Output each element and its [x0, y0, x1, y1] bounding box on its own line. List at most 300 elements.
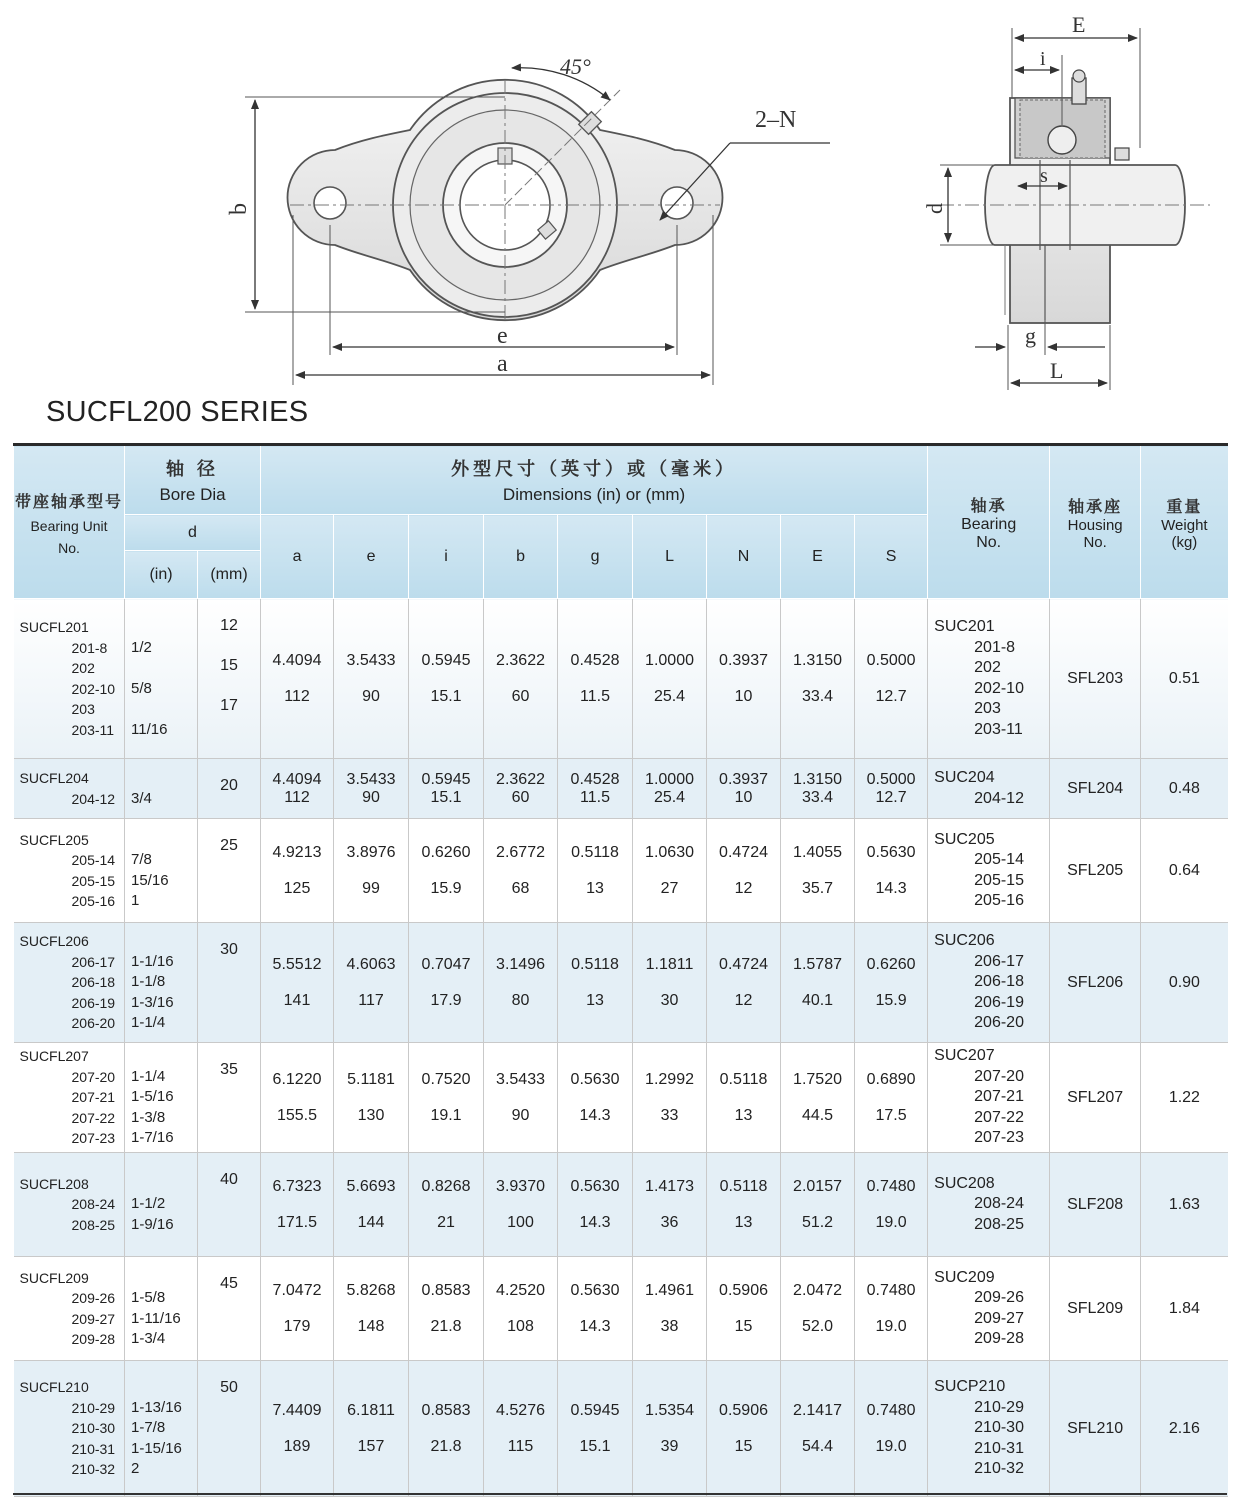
table-row — [14, 1257, 1228, 1361]
unit-sub: 210-30 — [71, 1420, 116, 1437]
dim-mm-value: 13 — [734, 1106, 753, 1124]
dim-inch-value: 0.5000 — [866, 651, 916, 669]
bore-inch: 1-1/16 — [131, 952, 174, 970]
dim-cell-b — [484, 819, 558, 923]
dim-mm-value: 148 — [357, 1317, 385, 1335]
bore-mm: 35 — [220, 1061, 238, 1078]
dim-cell-a — [261, 923, 334, 1043]
unit-sub: 204-12 — [71, 790, 116, 807]
dim-mm-value: 21.8 — [430, 1437, 462, 1455]
dim-cell-g — [558, 1153, 633, 1257]
dimensions-table — [13, 443, 1228, 1497]
unit-cell — [14, 1043, 125, 1153]
housing-cell: SFL203 — [1050, 599, 1141, 759]
dim-cell-S — [855, 599, 928, 759]
dim-cell-b — [484, 599, 558, 759]
unit-sub: 210-32 — [71, 1461, 116, 1478]
dim-inch-value: 0.7480 — [866, 1401, 916, 1419]
dimensions-header — [261, 445, 928, 515]
dim-mm-value: 155.5 — [276, 1106, 318, 1124]
dim-cell-i — [409, 819, 484, 923]
unit-header-en: Bearing Unit — [30, 517, 108, 534]
dim-cell-L — [633, 599, 707, 759]
bore-mm: 50 — [220, 1379, 238, 1396]
dim-inch-value: 5.5512 — [272, 955, 322, 973]
bore-inch — [131, 699, 197, 720]
dim-cell-L — [633, 1361, 707, 1497]
bore-inch-cell — [125, 819, 198, 923]
bore-mm-cell — [198, 1043, 261, 1153]
dim-s-label: s — [1040, 165, 1048, 187]
dim-cell-N — [707, 1153, 781, 1257]
bearing-sub: 206-20 — [974, 1014, 1024, 1032]
bearing-sub: 203 — [974, 700, 1001, 717]
dim-cell-E — [781, 1043, 855, 1153]
housing-cell: SFL206 — [1050, 923, 1141, 1043]
dim-cell-E — [781, 1153, 855, 1257]
bearing-cell — [928, 599, 1050, 759]
dim-mm-value: 15 — [734, 1437, 753, 1455]
bore-d-header: d — [125, 515, 261, 551]
dim-cell-S — [855, 759, 928, 819]
dim-mm-value: 33.4 — [801, 687, 834, 705]
unit-sub: 206-19 — [71, 994, 116, 1011]
bearing-sub: 201-8 — [974, 638, 1016, 656]
dim-mm-value: 15.9 — [875, 991, 907, 1009]
bearing-sub: 202-10 — [974, 679, 1024, 697]
dim-inch-value: 3.5433 — [346, 770, 396, 788]
dim-cell-L — [633, 819, 707, 923]
bearing-cell — [928, 923, 1050, 1043]
dim-cell-a — [261, 1257, 334, 1361]
dim-mm-value: 35.7 — [801, 879, 834, 897]
dim-inch-value: 2.6772 — [496, 843, 545, 861]
dim-mm-value: 112 — [284, 687, 310, 705]
unit-sub: 207-23 — [71, 1130, 116, 1147]
bore-inch — [131, 658, 197, 679]
bore-mm-cell — [198, 1153, 261, 1257]
dim-inch-value: 5.6693 — [346, 1177, 396, 1195]
bore-mm-cell — [198, 819, 261, 923]
dim-mm-value: 40.1 — [801, 991, 834, 1009]
bore-inch: 1-7/8 — [131, 1419, 166, 1437]
bore-inch-cell — [125, 1257, 198, 1361]
housing-header — [1050, 445, 1141, 599]
dim-cell-e — [334, 1153, 409, 1257]
weight-cell: 1.63 — [1141, 1153, 1228, 1257]
bearing-sub: 210-31 — [974, 1439, 1024, 1457]
table-row — [14, 759, 1228, 819]
dim-inch-value: 1.3150 — [793, 651, 842, 669]
dim-mm-value: 19.0 — [875, 1213, 907, 1231]
dim-inch-value: 1.4055 — [793, 843, 842, 861]
unit-header-no: No. — [58, 539, 80, 556]
dim-inch-value: 4.5276 — [496, 1401, 545, 1419]
dim-mm-value: 25.4 — [653, 687, 686, 705]
unit-sub: 206-17 — [71, 953, 116, 970]
dim-mm-value: 21 — [437, 1213, 455, 1231]
dim-inch-value: 0.5118 — [719, 1177, 768, 1195]
dim-inch-value: 0.6890 — [866, 1070, 916, 1088]
bore-inch — [131, 617, 197, 638]
dim-cell-g — [558, 759, 633, 819]
dim-cell-i — [409, 599, 484, 759]
table-row — [14, 1361, 1228, 1497]
unit-sub: 209-26 — [71, 1290, 116, 1306]
dim-cell-L — [633, 1153, 707, 1257]
dim-cell-e — [334, 599, 409, 759]
bearing-cell — [928, 1153, 1050, 1257]
dim-inch-value: 3.8976 — [346, 843, 396, 861]
dim-mm-value: 60 — [511, 788, 530, 806]
dim-mm-value: 12.7 — [875, 788, 907, 806]
unit-cell — [14, 819, 125, 923]
dim-cell-b — [484, 1257, 558, 1361]
dim-mm-value: 51.2 — [801, 1213, 834, 1231]
bore-mm: 17 — [220, 697, 238, 714]
dim-mm-value: 90 — [511, 1106, 530, 1124]
bore-inch: 1-3/8 — [131, 1108, 166, 1126]
dim-inch-value: 0.6260 — [866, 955, 916, 973]
dim-cell-L — [633, 923, 707, 1043]
bore-mm: 15 — [220, 657, 238, 674]
bearing-sub: 207-20 — [974, 1067, 1024, 1085]
unit-sub: 202 — [71, 660, 95, 676]
dim-cell-L — [633, 1043, 707, 1153]
bearing-sub: 210-30 — [974, 1419, 1024, 1437]
dim-inch-value: 1.5354 — [645, 1401, 694, 1419]
unit-sub: 205-14 — [71, 852, 116, 868]
dim-cell-E — [781, 599, 855, 759]
bearing-sub: 210-29 — [974, 1398, 1024, 1416]
bore-inch: 1-5/8 — [131, 1289, 166, 1306]
dim-cell-E — [781, 1257, 855, 1361]
dim-inch-value: 0.7480 — [866, 1177, 916, 1195]
bore-inch — [131, 1174, 197, 1195]
side-view — [922, 12, 1210, 390]
dim-inch-value: 0.5630 — [570, 1281, 620, 1299]
bearing-cell — [928, 1361, 1050, 1497]
dim-mm-value: 33.4 — [801, 788, 834, 806]
dim-cell-a — [261, 1153, 334, 1257]
unit-sub: 210-29 — [71, 1399, 116, 1416]
dim-mm-value: 90 — [362, 788, 380, 806]
dim-inch-value: 0.5118 — [571, 843, 619, 861]
dim-mm-value: 27 — [660, 879, 679, 897]
dim-cell-b — [484, 1361, 558, 1497]
bore-inch: 1-7/16 — [131, 1129, 174, 1147]
dim-inch-value: 1.0630 — [645, 843, 694, 861]
dim-mm-value: 60 — [511, 687, 530, 705]
dim-inch-value: 3.5433 — [346, 651, 396, 669]
dim-mm-value: 130 — [357, 1106, 385, 1124]
dim-cell-e — [334, 1257, 409, 1361]
weight-cell: 0.64 — [1141, 819, 1228, 923]
bore-inch-cell — [125, 923, 198, 1043]
table-row — [14, 1043, 1228, 1153]
dim-mm-value: 108 — [507, 1317, 534, 1335]
dim-inch-value: 7.0472 — [272, 1281, 322, 1299]
bearing-sub: 206-17 — [974, 952, 1024, 970]
dim-mm-value: 30 — [660, 991, 679, 1009]
bearing-cell — [928, 1257, 1050, 1361]
housing-cell: SLF208 — [1050, 1153, 1141, 1257]
unit-cell — [14, 1153, 125, 1257]
dim-col-g: g — [558, 515, 633, 599]
dim-cell-N — [707, 1257, 781, 1361]
dim-inch-value: 0.4724 — [719, 955, 768, 973]
dim-mm-value: 90 — [362, 687, 380, 705]
dim-inch-value: 0.5000 — [866, 770, 916, 788]
unit-sub: 206-20 — [71, 1015, 116, 1032]
dim-inch-value: 0.5118 — [571, 955, 619, 973]
dim-mm-value: 19.1 — [430, 1106, 462, 1124]
dim-cell-E — [781, 759, 855, 819]
bore-mm: 45 — [220, 1275, 238, 1292]
dim-mm-value: 15.1 — [430, 687, 462, 705]
dim-mm-value: 189 — [283, 1437, 311, 1455]
dimensions-header-cn: 外型尺寸（英寸）或（毫米） — [451, 459, 738, 479]
dim-mm-value: 12 — [734, 991, 753, 1009]
weight-header-cn: 重量 — [1166, 498, 1203, 516]
bearing-cell — [928, 1043, 1050, 1153]
bearing-main: SUC206 — [934, 932, 995, 950]
bore-header-en: Bore Dia — [159, 485, 226, 504]
dim-cell-a — [261, 819, 334, 923]
dim-cell-a — [261, 599, 334, 759]
bore-inch — [131, 1046, 197, 1067]
unit-sub: 208-25 — [71, 1216, 116, 1233]
dim-inch-value: 0.5630 — [866, 843, 916, 861]
dim-mm-value: 12.7 — [875, 687, 907, 705]
housing-header-no: No. — [1083, 533, 1107, 551]
dim-mm-value: 68 — [511, 879, 530, 897]
dim-mm-value: 99 — [362, 879, 380, 897]
housing-cell: SFL210 — [1050, 1361, 1141, 1497]
bearing-main: SUCP210 — [934, 1378, 1006, 1396]
bore-inch: 1-13/16 — [131, 1398, 182, 1416]
housing-header-en: Housing — [1067, 516, 1123, 534]
bore-inch: 1-1/2 — [131, 1195, 166, 1213]
dim-inch-value: 0.5945 — [570, 1401, 620, 1419]
dim-inch-value: 6.1811 — [347, 1401, 395, 1419]
front-view — [226, 54, 830, 385]
dim-cell-S — [855, 1257, 928, 1361]
dim-cell-g — [558, 923, 633, 1043]
holes-label: 2–N — [755, 107, 797, 133]
dim-inch-value: 6.1220 — [272, 1070, 322, 1088]
bore-inch-cell — [125, 599, 198, 759]
bore-inch — [131, 768, 197, 789]
series-title: SUCFL200 SERIES — [46, 396, 309, 428]
dim-mm-value: 44.5 — [801, 1106, 834, 1124]
dim-col-S: S — [855, 515, 928, 599]
dim-inch-value: 0.5118 — [719, 1070, 768, 1088]
dim-mm-value: 13 — [734, 1213, 753, 1231]
dim-cell-N — [707, 1043, 781, 1153]
dim-inch-value: 7.4409 — [272, 1401, 322, 1419]
bore-in-header: (in) — [125, 551, 198, 599]
bore-inch: 1-1/4 — [131, 1067, 166, 1085]
dim-mm-value: 112 — [284, 788, 310, 806]
unit-cell — [14, 759, 125, 819]
bore-mm-cell — [198, 599, 261, 759]
dim-inch-value: 0.8583 — [421, 1281, 471, 1299]
dim-inch-value: 2.0157 — [793, 1177, 842, 1195]
dim-cell-L — [633, 1257, 707, 1361]
dim-mm-value: 19.0 — [875, 1317, 907, 1335]
bore-inch: 1-9/16 — [131, 1215, 174, 1233]
weight-cell: 0.90 — [1141, 923, 1228, 1043]
bearing-sub: 207-22 — [974, 1108, 1024, 1126]
bearing-sub: 203-11 — [974, 720, 1023, 738]
bearing-sub: 205-14 — [974, 851, 1024, 868]
dim-cell-S — [855, 1153, 928, 1257]
dim-mm-value: 14.3 — [875, 879, 907, 897]
bearing-main: SUC205 — [934, 830, 995, 848]
unit-cell — [14, 923, 125, 1043]
bore-inch: 5/8 — [131, 679, 152, 697]
dim-cell-g — [558, 1043, 633, 1153]
dim-inch-value: 5.1181 — [347, 1070, 395, 1088]
dim-mm-value: 14.3 — [579, 1317, 611, 1335]
unit-sub: 203-11 — [71, 721, 115, 738]
dim-cell-N — [707, 1361, 781, 1497]
bearing-main: SUC209 — [934, 1268, 995, 1286]
dim-mm-value: 36 — [660, 1213, 679, 1231]
bearing-cell — [928, 819, 1050, 923]
bore-inch-cell — [125, 1361, 198, 1497]
dim-cell-S — [855, 923, 928, 1043]
dim-cell-i — [409, 1257, 484, 1361]
dim-cell-g — [558, 1361, 633, 1497]
dim-inch-value: 6.7323 — [272, 1177, 322, 1195]
bore-inch — [131, 1268, 197, 1289]
dim-mm-value: 13 — [586, 991, 604, 1009]
dim-inch-value: 0.8583 — [421, 1401, 471, 1419]
bore-inch: 2 — [131, 1460, 140, 1478]
bore-inch: 1/2 — [131, 638, 152, 656]
bore-inch-cell — [125, 1153, 198, 1257]
bearing-cell — [928, 759, 1050, 819]
dim-mm-value: 15 — [734, 1317, 753, 1335]
bearing-sub: 207-21 — [974, 1088, 1024, 1106]
dim-cell-b — [484, 759, 558, 819]
dim-E-label: E — [1072, 12, 1086, 37]
dim-col-b: b — [484, 515, 558, 599]
housing-cell: SFL207 — [1050, 1043, 1141, 1153]
table-row — [14, 1153, 1228, 1257]
bore-inch: 1-11/16 — [131, 1309, 181, 1327]
dim-cell-i — [409, 1043, 484, 1153]
dim-col-E: E — [781, 515, 855, 599]
dim-inch-value: 1.5787 — [793, 955, 842, 973]
dim-cell-N — [707, 599, 781, 759]
dim-mm-value: 80 — [511, 991, 530, 1009]
dim-inch-value: 4.2520 — [496, 1281, 545, 1299]
dim-inch-value: 0.7480 — [866, 1281, 916, 1299]
unit-header-cn: 带座轴承型号 — [14, 493, 123, 511]
bore-inch — [131, 1377, 197, 1398]
bore-mm-header: (mm) — [198, 551, 261, 599]
unit-main: SUCFL209 — [19, 1269, 89, 1286]
dim-mm-value: 141 — [283, 991, 311, 1009]
dim-mm-value: 39 — [660, 1437, 679, 1455]
dim-cell-e — [334, 1361, 409, 1497]
unit-main: SUCFL208 — [19, 1175, 89, 1192]
unit-sub: 206-18 — [71, 974, 116, 991]
dim-mm-value: 21.8 — [430, 1317, 462, 1335]
dim-mm-value: 11.5 — [580, 788, 610, 806]
bore-inch: 1-1/4 — [131, 1014, 166, 1032]
dim-cell-i — [409, 1361, 484, 1497]
dim-cell-b — [484, 923, 558, 1043]
dim-mm-value: 115 — [507, 1437, 534, 1455]
bore-inch: 1-3/16 — [131, 993, 174, 1011]
bore-inch: 7/8 — [131, 851, 152, 868]
dim-inch-value: 4.6063 — [346, 955, 396, 973]
dim-mm-value: 15.9 — [430, 879, 462, 897]
dim-col-i: i — [409, 515, 484, 599]
bore-inch — [131, 931, 197, 952]
bore-mm: 40 — [220, 1171, 238, 1188]
housing-cell: SFL205 — [1050, 819, 1141, 923]
unit-main: SUCFL204 — [19, 770, 89, 786]
dim-inch-value: 1.4173 — [645, 1177, 694, 1195]
bearing-sub: 209-26 — [974, 1289, 1024, 1306]
dim-col-e: e — [334, 515, 409, 599]
dim-cell-b — [484, 1043, 558, 1153]
dim-mm-value: 11.5 — [580, 687, 610, 705]
dim-inch-value: 0.5630 — [570, 1177, 620, 1195]
dim-cell-N — [707, 923, 781, 1043]
dim-mm-value: 10 — [734, 687, 753, 705]
bore-mm: 30 — [220, 941, 238, 958]
dim-cell-E — [781, 819, 855, 923]
bearing-main: SUC201 — [934, 618, 995, 635]
bore-inch: 1-5/16 — [131, 1088, 174, 1106]
dim-inch-value: 1.0000 — [645, 651, 694, 669]
unit-main: SUCFL201 — [19, 619, 89, 635]
dim-cell-E — [781, 923, 855, 1043]
dim-mm-value: 14.3 — [579, 1213, 611, 1231]
dim-cell-e — [334, 1043, 409, 1153]
bore-mm-cell — [198, 1257, 261, 1361]
dim-col-L: L — [633, 515, 707, 599]
dim-cell-a — [261, 1043, 334, 1153]
bore-mm: 12 — [220, 617, 238, 634]
dim-cell-a — [261, 759, 334, 819]
table-row — [14, 599, 1228, 759]
dim-cell-S — [855, 1043, 928, 1153]
dim-cell-i — [409, 759, 484, 819]
dim-mm-value: 171.5 — [276, 1213, 318, 1231]
table-body — [14, 599, 1228, 1497]
dim-inch-value: 1.1811 — [645, 955, 694, 973]
unit-cell — [14, 1257, 125, 1361]
bore-mm-cell — [198, 923, 261, 1043]
bore-inch — [131, 830, 197, 851]
dim-mm-value: 25.4 — [653, 788, 686, 806]
dim-inch-value: 0.7520 — [421, 1070, 471, 1088]
weight-cell: 2.16 — [1141, 1361, 1228, 1497]
dim-mm-value: 12 — [734, 879, 753, 897]
dim-inch-value: 0.8268 — [421, 1177, 471, 1195]
dim-inch-value: 0.7047 — [421, 955, 471, 973]
unit-main: SUCFL210 — [19, 1379, 89, 1396]
dim-inch-value: 1.0000 — [645, 770, 694, 788]
dim-cell-E — [781, 1361, 855, 1497]
